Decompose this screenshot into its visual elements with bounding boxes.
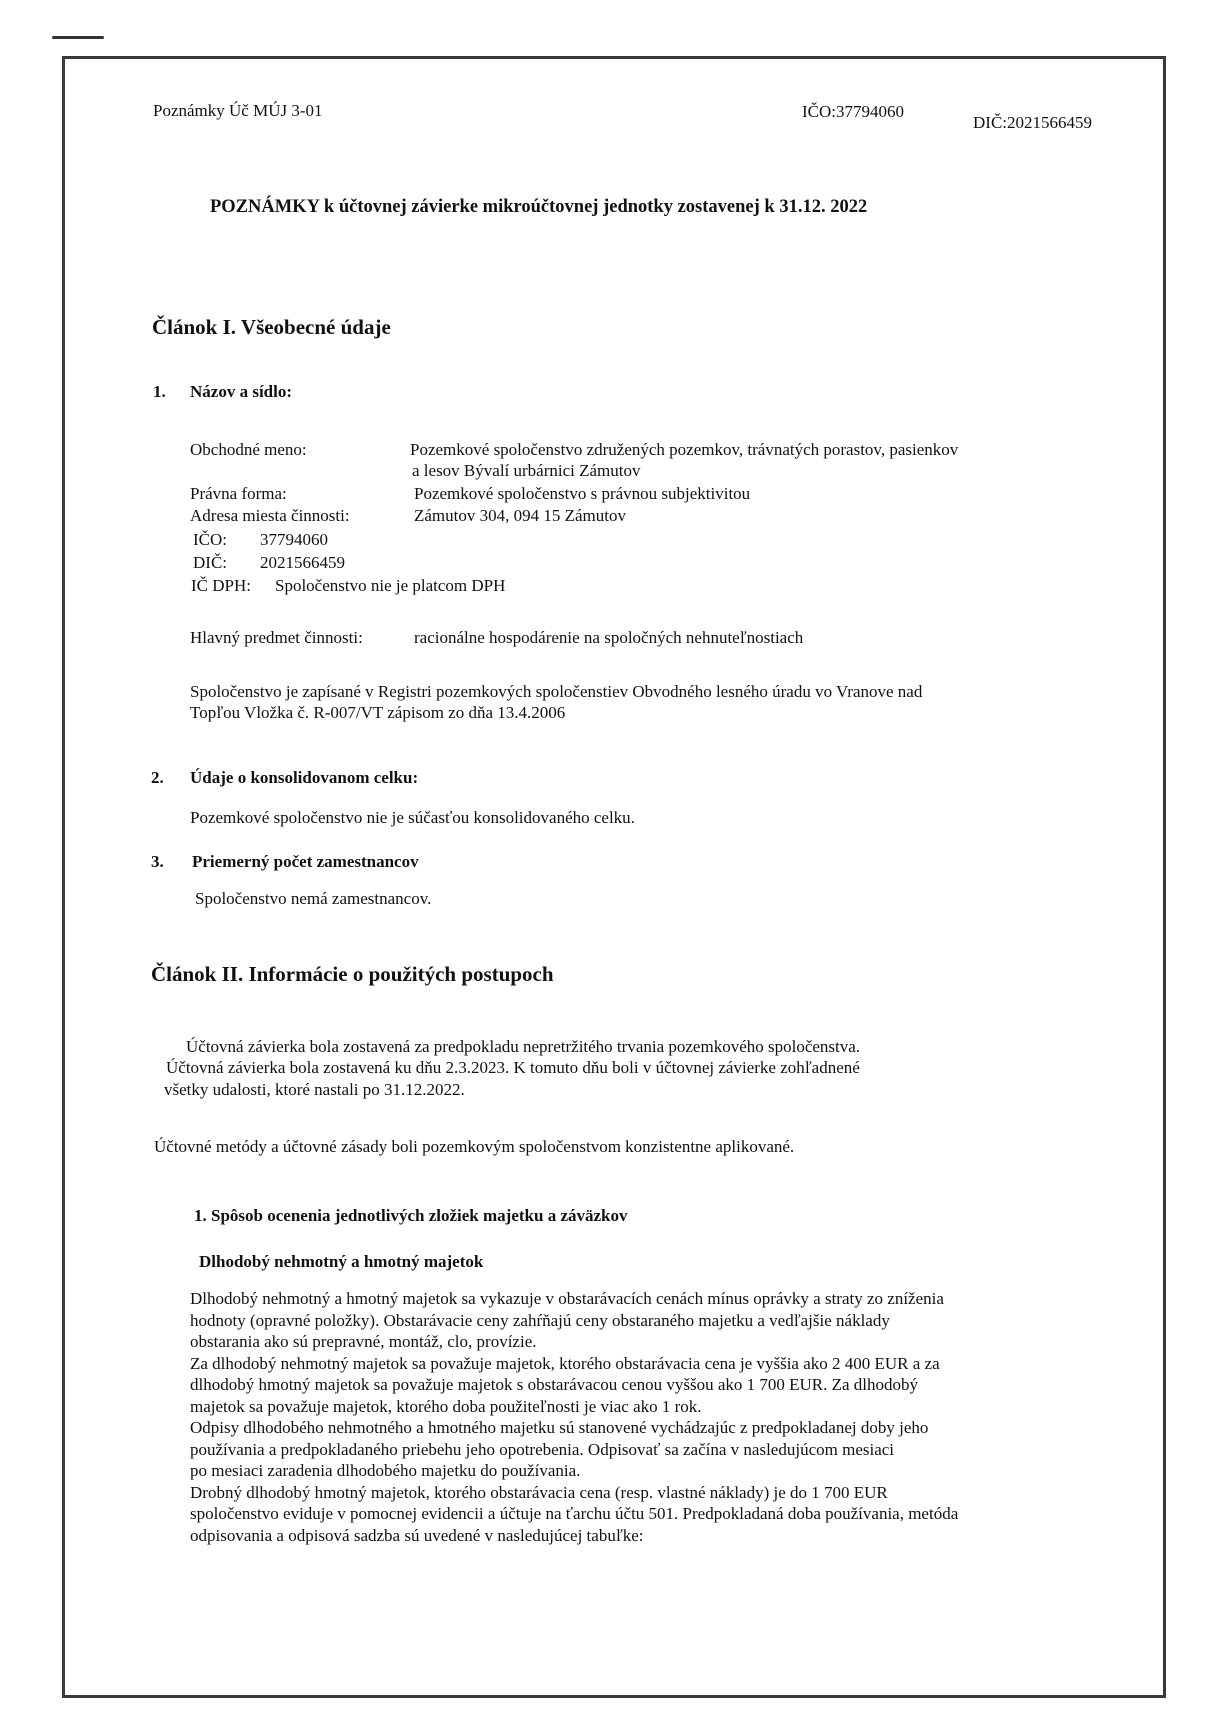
section-3-text: Spoločenstvo nemá zamestnancov. — [195, 889, 432, 908]
assets-line: majetok sa považuje majetok, ktorého doba použiteľnosti je viac ako 1 rok. — [190, 1396, 702, 1416]
assets-line: po mesiaci zaradenia dlhodobého majetku do používania. — [190, 1461, 581, 1480]
intro-line-2: Účtovná závierka bola zostavená ku dňu 2.3.2023. K tomuto dňu boli v účtovnej závierke zohľadnené — [166, 1058, 860, 1077]
valuation-heading: 1. Spôsob ocenenia jednotlivých zložiek majetku a záväzkov — [194, 1206, 628, 1225]
section-1-heading: Názov a sídlo: — [190, 382, 292, 401]
assets-line: odpisovania a odpisová sadzba sú uvedené v nasledujúcej tabuľke: — [190, 1525, 644, 1545]
assets-line: Drobný dlhodobý hmotný majetok, ktorého obstarávacia cena (resp. vlastné náklady) je do 1 700 EUR — [190, 1482, 888, 1502]
section-1-number: 1. — [153, 382, 166, 401]
assets-line: hodnoty (opravné položky). Obstarávacie ceny zahŕňajú ceny obstaraného majetku a vedľajšie náklady — [190, 1310, 890, 1330]
assets-line: Dlhodobý nehmotný a hmotný majetok sa vykazuje v obstarávacích cenách mínus oprávky a straty zo zníženia — [190, 1289, 944, 1308]
address-value: Zámutov 304, 094 15 Zámutov — [414, 506, 627, 525]
ico-label: IČO: — [193, 530, 227, 549]
assets-subheading: Dlhodobý nehmotný a hmotný majetok — [199, 1252, 484, 1271]
icdph-label: IČ DPH: — [191, 576, 251, 595]
name-value-1: Pozemkové spoločenstvo združených pozemkov, trávnatých porastov, pasienkov — [410, 440, 959, 459]
assets-line: spoločenstvo eviduje v pomocnej evidencii a účtuje na ťarchu účtu 501. Predpokladaná doba používania, metóda — [190, 1504, 959, 1523]
address-label: Adresa miesta činnosti: — [190, 506, 350, 525]
section-3-number: 3. — [151, 852, 164, 871]
activity-label: Hlavný predmet činnosti: — [190, 628, 363, 647]
assets-line: obstarania ako sú prepravné, montáž, clo, provízie. — [190, 1332, 537, 1351]
pen-mark — [52, 36, 104, 39]
section-2-text: Pozemkové spoločenstvo nie je súčasťou konsolidovaného celku. — [190, 808, 635, 827]
assets-paragraph — [190, 1288, 1136, 1546]
assets-line: Za dlhodobý nehmotný majetok sa považuje majetok, ktorého obstarávacia cena je vyššia ako 2 400 EUR a za — [190, 1353, 940, 1373]
intro-line-1: Účtovná závierka bola zostavená za predpokladu nepretržitého trvania pozemkového spoločenstva. — [186, 1037, 861, 1056]
assets-line: používania a predpokladaného priebehu jeho opotrebenia. Odpisovať sa začína v nasledujúcom mesiaci — [190, 1439, 895, 1459]
methods-text: Účtovné metódy a účtovné zásady boli pozemkovým spoločenstvom konzistentne aplikované. — [154, 1137, 795, 1156]
document-title: POZNÁMKY k účtovnej závierke mikroúčtovnej jednotky zostavenej k 31.12. 2022 — [210, 197, 868, 217]
ico-value: 37794060 — [260, 530, 328, 549]
form-code: Poznámky Úč MÚJ 3-01 — [153, 101, 323, 120]
section-2-heading: Údaje o konsolidovanom celku: — [190, 768, 419, 787]
assets-line: dlhodobý hmotný majetok sa považuje majetok s obstarávacou cenou vyššou ako 1 700 EUR. Za dlhodobý — [190, 1375, 919, 1394]
section-2-number: 2. — [151, 768, 164, 787]
dic-label: DIČ: — [193, 553, 227, 572]
assets-line: Odpisy dlhodobého nehmotného a hmotného majetku sú stanovené vychádzajúc z predpokladanej doby jeho — [190, 1418, 929, 1437]
icdph-value: Spoločenstvo nie je platcom DPH — [275, 576, 506, 595]
name-value-2: a lesov Bývalí urbárnici Zámutov — [412, 461, 641, 480]
header-dic: DIČ:2021566459 — [973, 113, 1092, 132]
intro-line-3: všetky udalosti, ktoré nastali po 31.12.2022. — [164, 1080, 465, 1099]
header-ico: IČO:37794060 — [802, 102, 904, 121]
article-2-heading: Článok II. Informácie o použitých postupoch — [151, 962, 554, 986]
name-label: Obchodné meno: — [190, 440, 307, 459]
register-line-1: Spoločenstvo je zapísané v Registri pozemkových spoločenstiev Obvodného lesného úradu vo Vranove nad — [190, 682, 923, 701]
article-1-heading: Článok I. Všeobecné údaje — [152, 315, 391, 339]
legal-form-value: Pozemkové spoločenstvo s právnou subjektivitou — [414, 484, 751, 503]
dic-value: 2021566459 — [260, 553, 345, 572]
register-line-2: Topľou Vložka č. R-007/VT zápisom zo dňa 13.4.2006 — [190, 703, 566, 722]
legal-form-label: Právna forma: — [190, 484, 287, 503]
activity-value: racionálne hospodárenie na spoločných nehnuteľnostiach — [414, 628, 804, 647]
section-3-heading: Priemerný počet zamestnancov — [192, 852, 419, 871]
